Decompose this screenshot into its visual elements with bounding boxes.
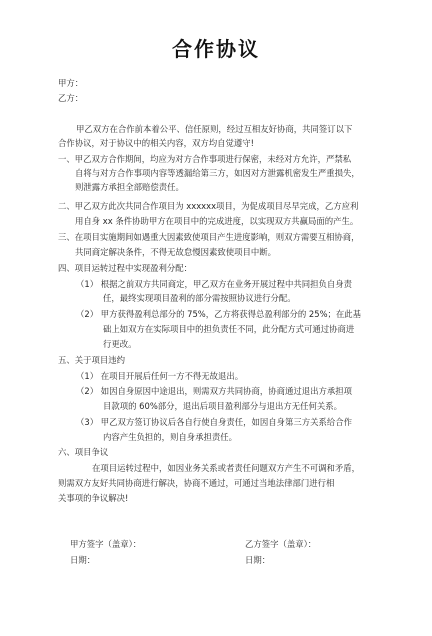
clause-6-body-line-1: 在项目运转过程中，如因业务关系或者责任问题双方产生不可调和矛盾， <box>92 463 360 473</box>
intro-line-2: 合作协议，对于协议中的相关内容，双方均自觉遵守! <box>58 138 254 148</box>
clause-1-line-2: 自将与对方合作事项内容等透漏给第三方，如因对方泄露机密发生严重损失， <box>75 168 360 178</box>
clause-6-body-line-3: 关事项的争议解决! <box>58 493 129 503</box>
party-b-date: 日期： <box>245 555 271 565</box>
clause-5-item-2-line-1: （2） 如因自身原因中途退出，则需双方共同协商，协商通过退出方承担项 <box>76 386 352 396</box>
party-a-date: 日期： <box>70 555 96 565</box>
clause-4-heading: 四、项目运转过程中实现盈利分配： <box>58 263 192 273</box>
clause-3-line-1: 三、在项目实施期间如遇重大因素致使项目产生进度影响，则双方需要互相协商， <box>58 232 360 242</box>
clause-5-item-1-line-1: （1） 在项目开展后任何一方不得无故退出。 <box>76 371 244 381</box>
clause-5-item-3-line-2: 内容产生负担的，则自身承担责任。 <box>103 432 237 442</box>
party-b-label: 乙方： <box>58 93 84 103</box>
party-a-label: 甲方： <box>58 78 84 88</box>
clause-6-heading: 六、项目争议 <box>58 447 109 457</box>
document-title: 合作协议 <box>172 37 260 61</box>
clause-4-item-2-line-1: （2） 甲方获得盈利总部分的 75%，乙方将获得总盈利部分的 25%；在此基 <box>76 309 362 319</box>
intro-line-1: 甲乙双方在合作前本着公平、信任原则，经过互相友好协商，共同签订以下 <box>76 124 353 134</box>
clause-4-item-1-line-1: （1） 根据之前双方共同商定，甲乙双方在业务开展过程中共同担负自身责 <box>76 279 352 289</box>
clause-2-line-1: 二、甲乙双方此次共同合作项目为 xxxxxx项目，为促成项目尽早完成，乙方应利 <box>58 201 359 211</box>
clause-1-line-1: 一、甲乙双方合作期间，均应为对方合作事项进行保密，未经对方允许，严禁私 <box>58 154 352 164</box>
clause-4-item-2-line-2: 础上如双方在实际项目中的担负责任不同，此分配方式可通过协商进 <box>103 324 355 334</box>
clause-5-heading: 五、关于项目违约 <box>58 355 125 365</box>
party-a-signature: 甲方签字（盖章）： <box>70 539 142 549</box>
clause-1-line-3: 则泄露方承担全部赔偿责任。 <box>75 182 184 192</box>
clause-6-body-line-2: 则需双方友好共同协商进行解决，协商不通过，可通过当地法律部门进行相 <box>58 478 335 488</box>
clause-4-item-1-line-2: 任，最终实现项目盈利的部分需按照协议进行分配。 <box>103 293 296 303</box>
clause-4-item-2-line-3: 行更改。 <box>103 339 137 349</box>
party-b-signature: 乙方签字（盖章）： <box>245 539 317 549</box>
clause-3-line-2: 共同商定解决条件，不得无故怠慢因素致使项目中断。 <box>75 247 276 257</box>
clause-2-line-2: 用自身 xx 条件协助甲方在项目中的完成进度，以实现双方共赢局面的产生。 <box>75 216 359 226</box>
clause-5-item-2-line-2: 目款项的 60%部分，退出后项目盈利部分与退出方无任何关系。 <box>103 401 343 411</box>
clause-5-item-3-line-1: （3） 甲乙双方签订协议后各自行使自身责任，如因自身第三方关系给合作 <box>76 417 352 427</box>
